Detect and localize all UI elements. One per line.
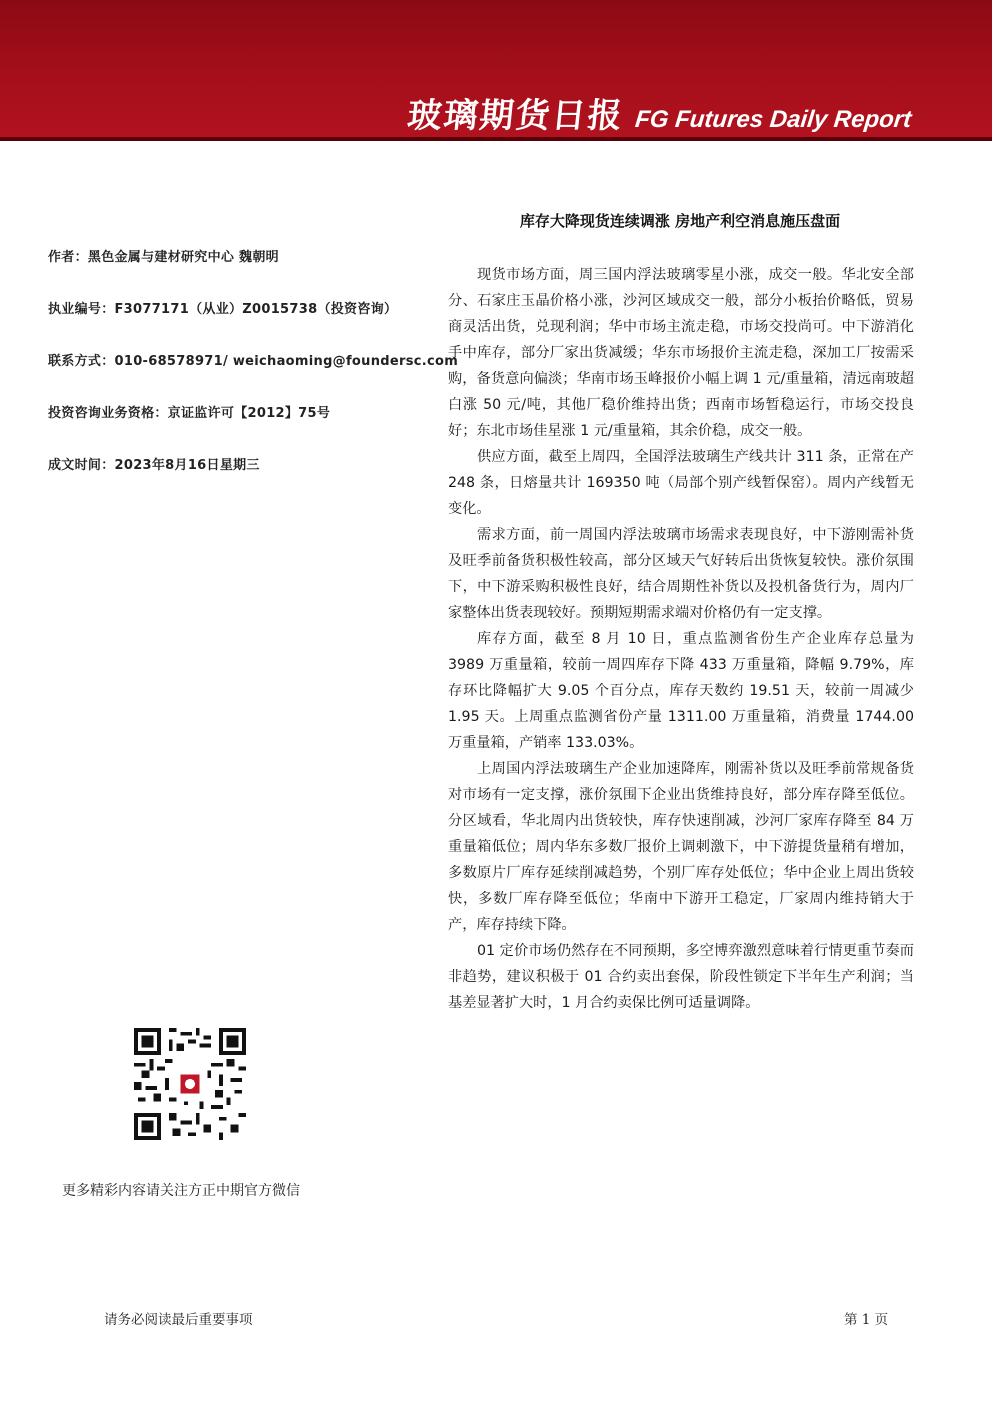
header-banner — [0, 0, 992, 140]
paragraph-demand: 需求方面，前一周国内浮法玻璃市场需求表现良好，中下游刚需补货及旺季前备货积极性较高，部分区域天气好转后出货恢复较快。涨价氛围下，中下游采购积极性良好，结合周期性补货以及投机备货行为，周内厂家整体出货表现较好。预期短期需求端对价格仍有一定支撑。 — [448, 527, 914, 621]
report-title: 库存大降现货连续调涨 房地产利空消息施压盘面 — [519, 212, 841, 230]
title-cn: 玻璃期货日报 — [405, 96, 626, 136]
paragraph-inventory: 库存方面，截至 8 月 10 日，重点监测省份生产企业库存总量为 3989 万重量箱，较前一周四库存下降 433 万重量箱，降幅 9.79%，库存环比降幅扩大 9.05 个百分点，库存天数约 19.51 天，较前一周减少 1.95 天。上周重点监测省份产量 1311.00 万重量箱，消费量 1744.00 万重量箱，产销率 133.03%。 — [448, 631, 914, 751]
contact-line: 联系方式：010-68578971/ weichaoming@foundersc.com — [48, 354, 459, 369]
date-line: 成文时间：2023年8月16日星期三 — [48, 458, 260, 473]
wechat-qr-code-icon — [134, 1028, 246, 1140]
report-body — [448, 262, 914, 1016]
paragraph-strategy: 01 定价市场仍然存在不同预期，多空博弈激烈意味着行情更重节奏而非趋势，建议积极于 01 合约卖出套保，阶段性锁定下半年生产利润；当基差显著扩大时，1 月合约卖保比例可适量调降。 — [448, 943, 914, 1011]
footer-notice: 请务必阅读最后重要事项 — [104, 1312, 253, 1328]
paragraph-spot-market: 现货市场方面，周三国内浮法玻璃零星小涨，成交一般。华北安全部分、石家庄玉晶价格小涨，沙河区域成交一般，部分小板抬价略低，贸易商灵活出货，兑现利润；华中市场主流走稳，市场交投尚可。中下游消化手中库存，部分厂家出货减缓；华东市场报价主流走稳，深加工厂按需采购，备货意向偏淡；华南市场玉峰报价小幅上调 1 元/重量箱，清远南玻超白涨 50 元/吨，其他厂稳价维持出货；西南市场暂稳运行，市场交投良好；东北市场佳星涨 1 元/重量箱，其余价稳，成交一般。 — [448, 267, 914, 439]
author-line: 作者：黑色金属与建材研究中心 魏朝明 — [48, 250, 279, 265]
title-en: FG Futures Daily Report — [633, 106, 913, 133]
paragraph-destocking: 上周国内浮法玻璃生产企业加速降库，刚需补货以及旺季前常规备货对市场有一定支撑，涨价氛围下企业出货维持良好，部分库存降至低位。分区域看，华北周内出货较快，库存快速削减，沙河厂家库存降至 84 万重量箱低位；周内华东多数厂报价上调刺激下，中下游提货量稍有增加，多数原片厂库存延续削减趋势，个别厂库存处低位；华中企业上周出货较快，多数厂库存降至低位；华南中下游开工稳定，厂家周内维持销大于产，库存持续下降。 — [448, 761, 914, 933]
header-divider — [0, 137, 992, 141]
paragraph-supply: 供应方面，截至上周四，全国浮法玻璃生产线共计 311 条，正常在产 248 条，日熔量共计 169350 吨（局部个别产线暂保窑）。周内产线暂无变化。 — [448, 449, 914, 517]
page-number: 第 1 页 — [844, 1312, 889, 1328]
report-series-title — [405, 88, 914, 137]
license-line: 执业编号：F3077171（从业）Z0015738（投资咨询） — [48, 302, 398, 317]
qr-caption: 更多精彩内容请关注方正中期官方微信 — [62, 1183, 300, 1199]
qualification-line: 投资咨询业务资格：京证监许可【2012】75号 — [48, 406, 331, 421]
